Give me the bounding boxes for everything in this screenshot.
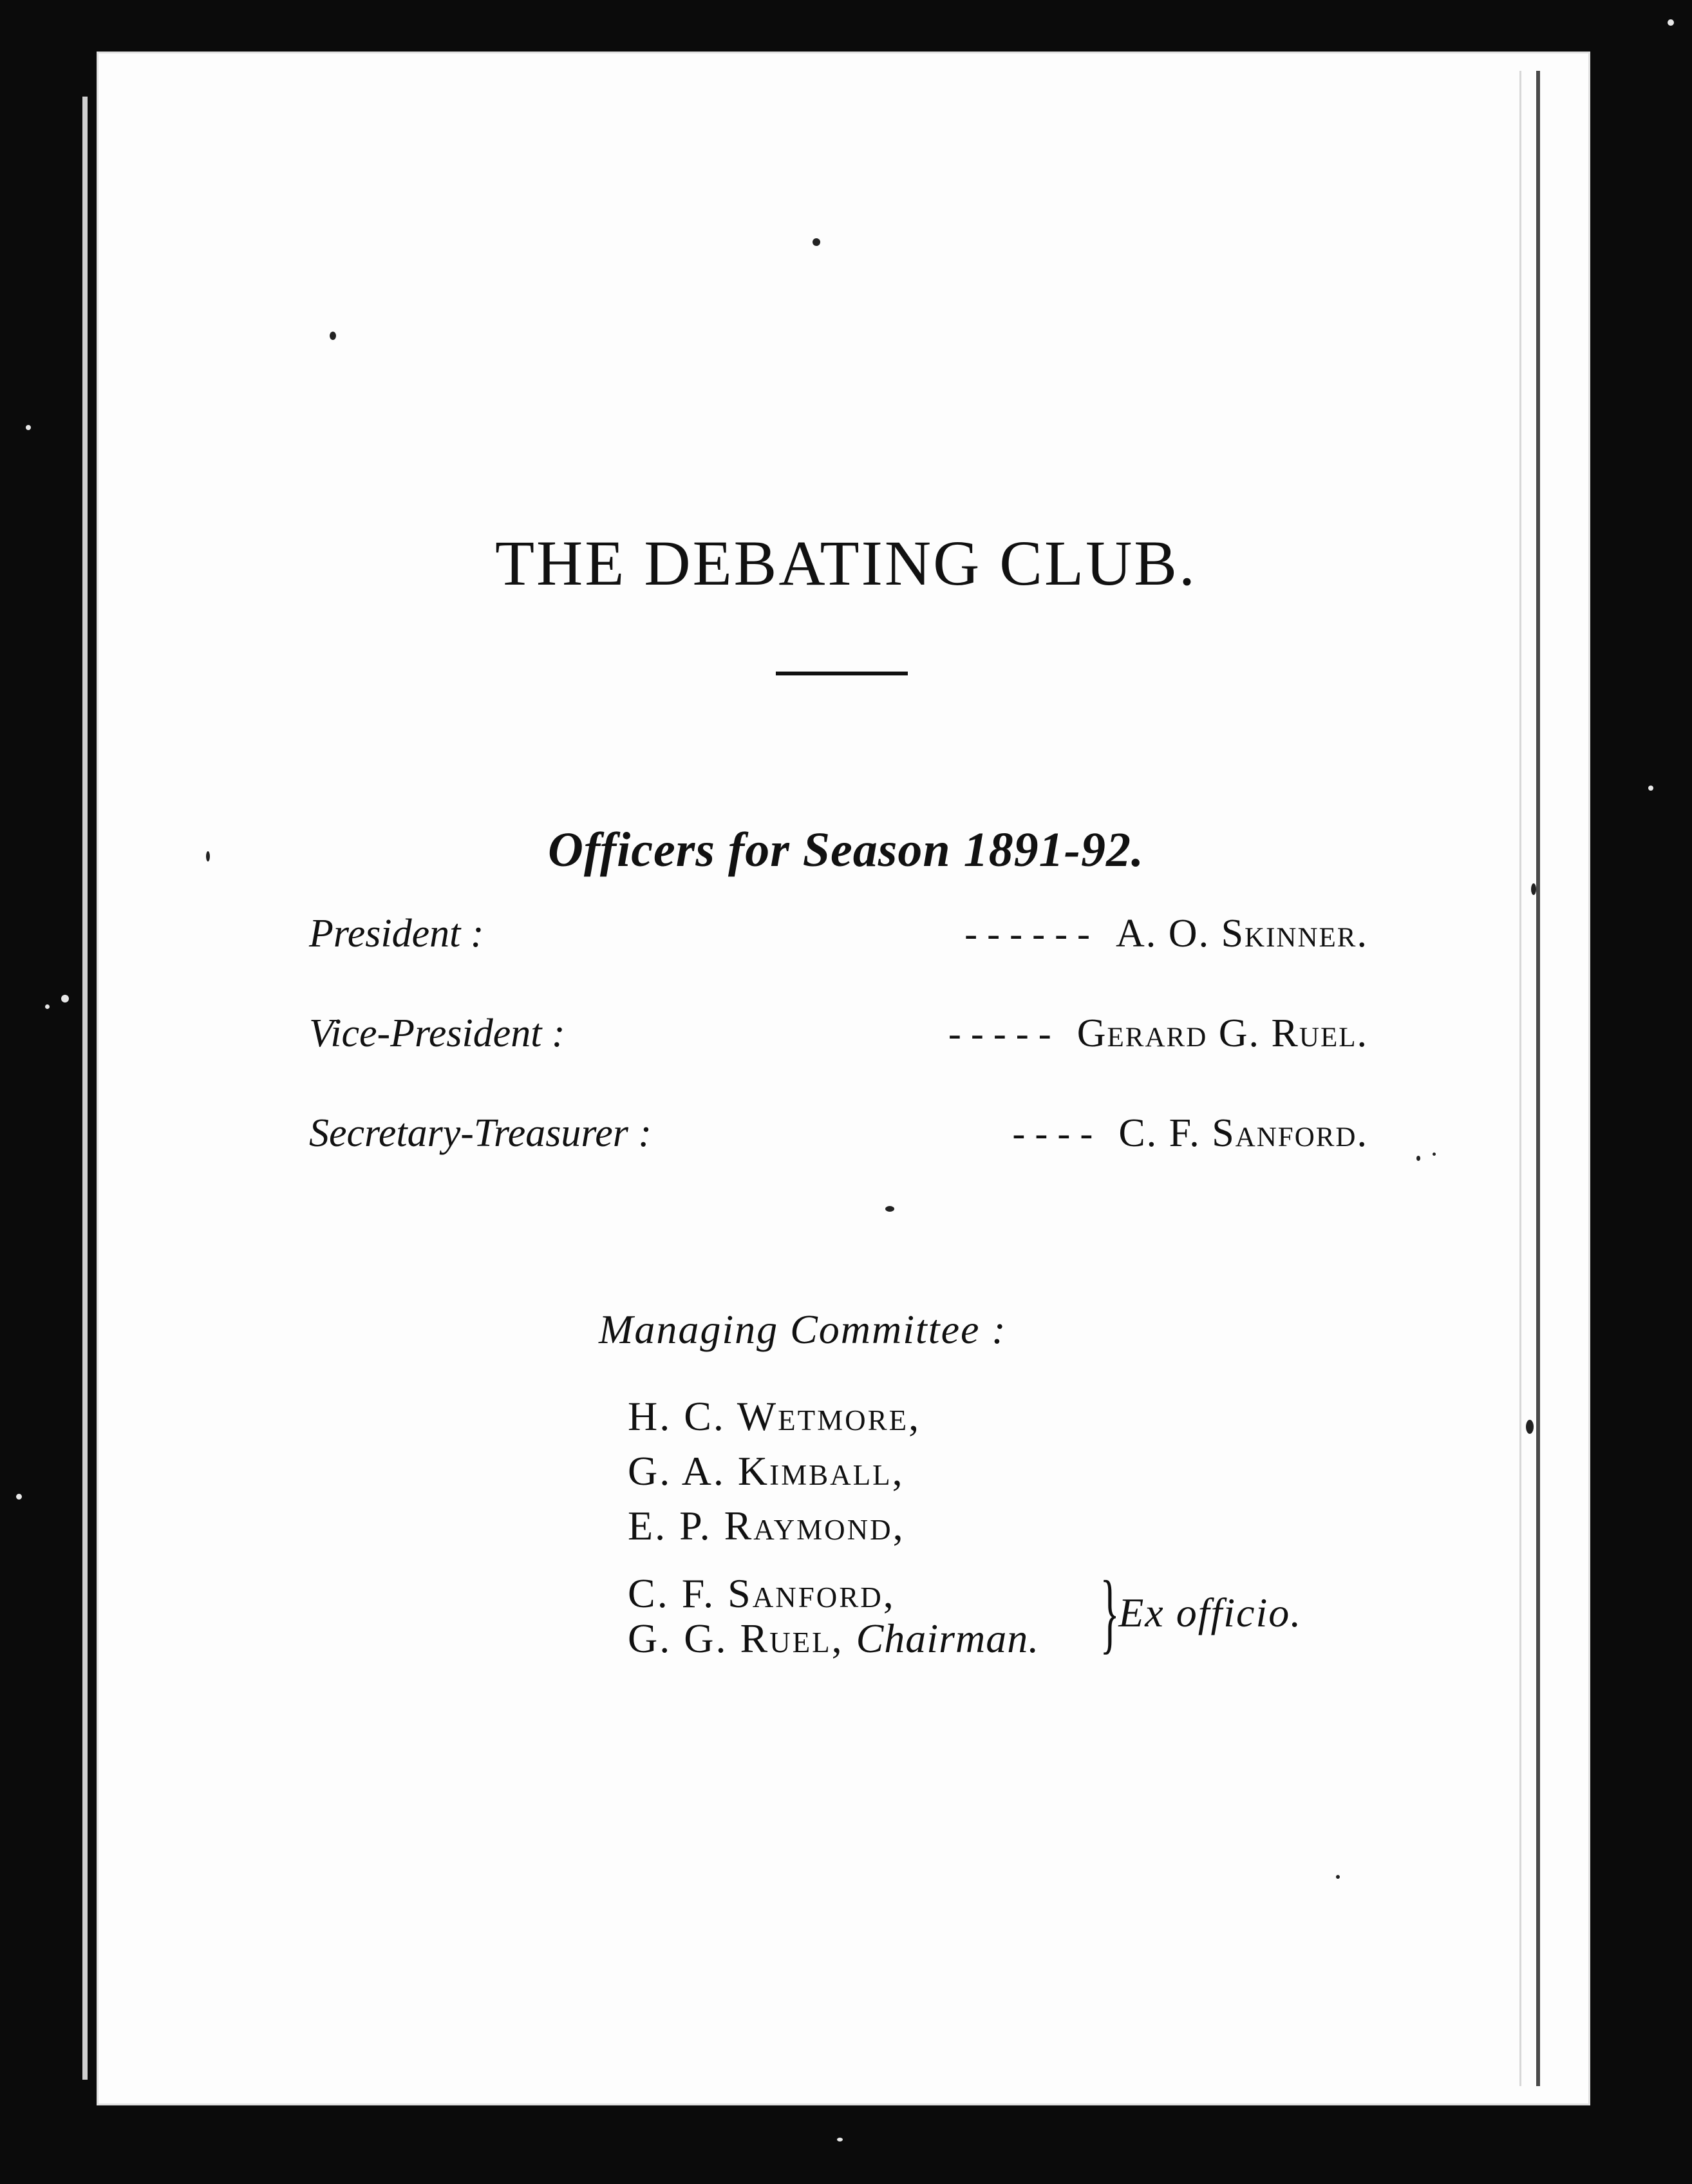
scan-speck xyxy=(1531,883,1536,895)
officer-role: President : xyxy=(309,912,484,956)
officer-row-vice-president xyxy=(309,1011,1368,1075)
scan-speck xyxy=(813,238,820,246)
officer-role: Secretary-Treasurer : xyxy=(309,1111,652,1155)
officer-name: A. O. Skinner. xyxy=(1116,912,1368,956)
committee-heading: Managing Committee : xyxy=(599,1306,1007,1352)
scan-speck xyxy=(61,995,69,1003)
chairman-note: Chairman. xyxy=(856,1615,1040,1661)
committee-member: C. F. Sanford, xyxy=(628,1570,896,1616)
scan-speck xyxy=(1416,1156,1420,1161)
ex-officio-group xyxy=(1088,1563,1302,1662)
scan-speck xyxy=(45,1004,50,1009)
officer-name: Gerard G. Ruel. xyxy=(1076,1012,1368,1055)
page-fold-shadow xyxy=(1519,71,1521,2086)
scan-speck xyxy=(1648,786,1653,791)
leader-dashes: - - - - - - xyxy=(964,912,1091,955)
scan-speck xyxy=(16,1494,22,1500)
scan-speck xyxy=(885,1206,894,1212)
leader-dashes: - - - - - xyxy=(948,1012,1051,1055)
document-page xyxy=(97,52,1590,2105)
scan-speck xyxy=(1336,1875,1340,1879)
ex-officio-label: Ex officio. xyxy=(1118,1590,1302,1635)
scan-speck xyxy=(330,332,336,340)
season-heading: Officers for Season 1891-92. xyxy=(548,823,1144,877)
committee-member: H. C. Wetmore, xyxy=(628,1393,921,1439)
scan-speck xyxy=(26,425,31,430)
document-title: THE DEBATING CLUB. xyxy=(494,527,1198,599)
committee-member: G. A. Kimball, xyxy=(628,1448,905,1494)
title-rule xyxy=(776,672,908,675)
page-fold-line xyxy=(1536,71,1540,2086)
scan-speck xyxy=(837,2138,843,2142)
scan-speck xyxy=(1668,19,1674,26)
officer-role: Vice-President : xyxy=(309,1012,565,1055)
leader-dashes: - - - - xyxy=(1012,1112,1093,1154)
officer-row-president xyxy=(309,911,1368,975)
committee-member-chairman xyxy=(628,1613,1039,1664)
page-left-edge xyxy=(82,97,88,2080)
officer-name: C. F. Sanford. xyxy=(1118,1111,1368,1155)
committee-member-name: G. G. Ruel, xyxy=(628,1615,844,1661)
committee-member: E. P. Raymond, xyxy=(628,1503,905,1549)
officer-row-secretary-treasurer xyxy=(309,1111,1368,1175)
scan-speck xyxy=(1526,1420,1534,1434)
scan-speck xyxy=(1433,1153,1436,1156)
curly-brace: } xyxy=(1100,1563,1120,1662)
